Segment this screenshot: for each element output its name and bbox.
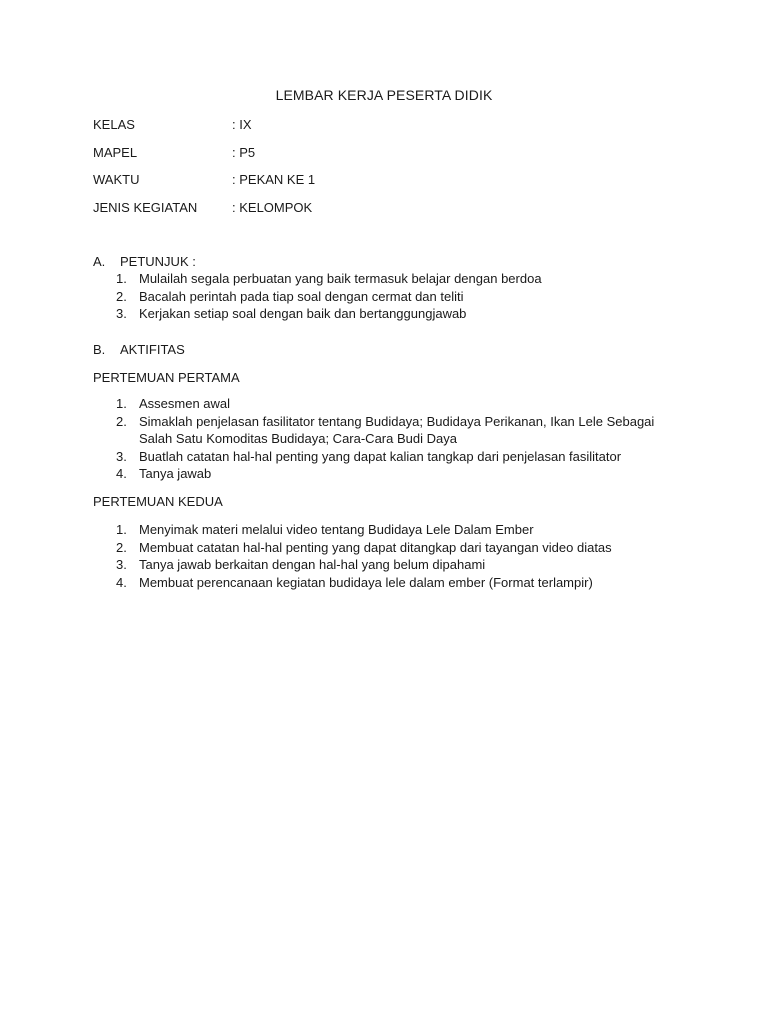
list-number: 4. [116, 574, 127, 590]
list-text: Membuat catatan hal-hal penting yang dapat ditangkap dari tayangan video diatas [139, 539, 612, 555]
section-a-heading [93, 254, 196, 270]
info-row-waktu [93, 172, 653, 200]
list-number: 2. [116, 413, 127, 429]
section-title: AKTIFITAS [120, 342, 185, 357]
meeting-2-heading: PERTEMUAN KEDUA [93, 494, 223, 509]
info-table [93, 117, 653, 227]
list-text: Kerjakan setiap soal dengan baik dan bertanggungjawab [139, 306, 467, 322]
list-text: Membuat perencanaan kegiatan budidaya lele dalam ember (Format terlampir) [139, 574, 593, 590]
list-item [93, 448, 673, 466]
info-row-kelas [93, 117, 653, 145]
info-row-jenis-kegiatan [93, 200, 653, 228]
info-value: : IX [232, 117, 252, 132]
meeting-1-list [93, 395, 673, 483]
list-item [93, 305, 673, 323]
list-item [93, 574, 673, 592]
info-label: KELAS [93, 117, 135, 132]
list-text: Tanya jawab berkaitan dengan hal-hal yang belum dipahami [139, 557, 486, 573]
meeting-2-list [93, 521, 673, 591]
info-value: : KELOMPOK [232, 199, 313, 215]
list-item [93, 270, 673, 288]
petunjuk-list [93, 270, 673, 323]
list-item [93, 521, 673, 539]
page-title: LEMBAR KERJA PESERTA DIDIK [275, 87, 493, 103]
list-number: 2. [116, 288, 127, 304]
section-title: PETUNJUK : [120, 254, 196, 269]
list-number: 4. [116, 466, 127, 482]
info-label: MAPEL [93, 144, 138, 160]
list-text: Buatlah catatan hal-hal penting yang dapat kalian tangkap dari penjelasan fasilitator [139, 448, 622, 464]
info-row-mapel [93, 145, 653, 173]
list-item [93, 288, 673, 306]
list-text: Simaklah penjelasan fasilitator tentang Budidaya; Budidaya Perikanan, Ikan Lele Sebagai Salah Satu Komoditas Budidaya; Cara-Cara Budi Daya [139, 413, 655, 447]
list-number: 1. [116, 396, 127, 411]
meeting-1-heading: PERTEMUAN PERTAMA [93, 370, 240, 385]
section-letter: B. [93, 342, 106, 357]
list-number: 3. [116, 557, 127, 573]
list-item [93, 413, 673, 448]
list-number: 1. [116, 271, 127, 286]
section-letter: A. [93, 254, 106, 269]
list-text: Mulailah segala perbuatan yang baik termasuk belajar dengan berdoa [139, 271, 542, 286]
list-number: 1. [116, 522, 127, 537]
list-text: Menyimak materi melalui video tentang Budidaya Lele Dalam Ember [139, 522, 534, 537]
list-number: 3. [116, 448, 127, 464]
list-text: Bacalah perintah pada tiap soal dengan cermat dan teliti [139, 288, 464, 304]
list-item [93, 556, 673, 574]
list-number: 2. [116, 539, 127, 555]
list-item [93, 539, 673, 557]
list-text: Tanya jawab [139, 466, 212, 482]
info-label: WAKTU [93, 172, 140, 187]
list-item [93, 395, 673, 413]
info-label: JENIS KEGIATAN [93, 199, 198, 215]
list-text: Assesmen awal [139, 396, 231, 411]
list-number: 3. [116, 306, 127, 322]
list-item [93, 465, 673, 483]
info-value: : PEKAN KE 1 [232, 172, 316, 187]
section-b-heading [93, 342, 185, 358]
info-value: : P5 [232, 144, 256, 160]
